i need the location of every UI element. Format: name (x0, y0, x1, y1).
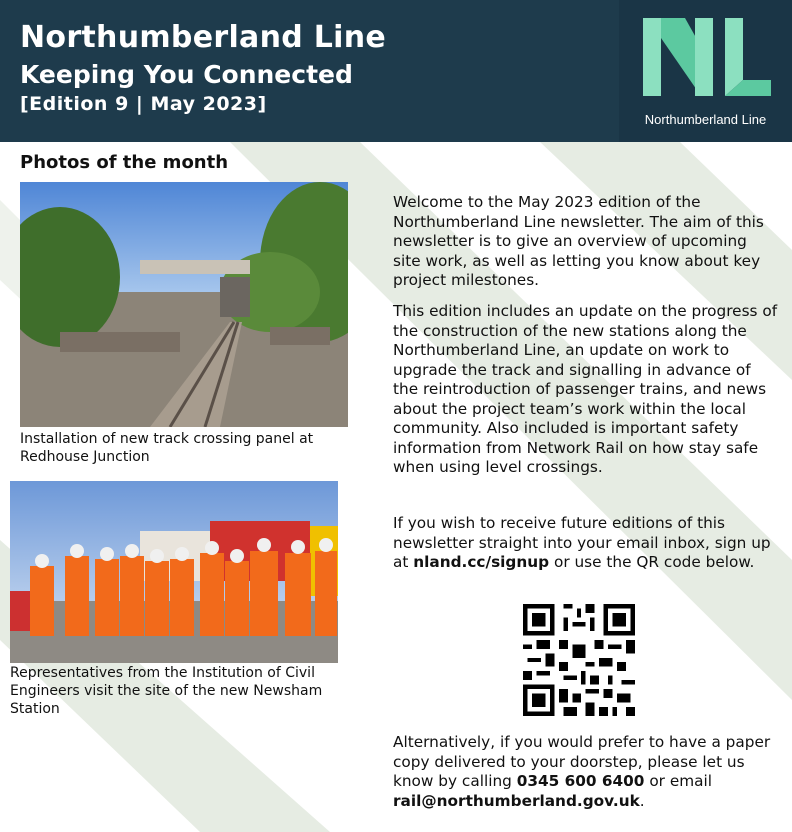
phone-number[interactable]: 0345 600 6400 (516, 772, 645, 790)
civil-engineers-group-photo (10, 481, 338, 663)
edition-label: [Edition 9 | May 2023] (20, 93, 267, 115)
paper-copy-paragraph (393, 733, 778, 811)
track-photo-caption: Installation of new track crossing panel at Redhouse Junction (20, 431, 314, 465)
paper-post-text: . (639, 791, 645, 810)
contact-email[interactable]: rail@northumberland.gov.uk (393, 791, 640, 810)
signup-link[interactable]: nland.cc/signup (413, 553, 550, 571)
edition-overview-paragraph (393, 302, 778, 478)
intro-text: Welcome to the May 2023 edition of the Northumberland Line newsletter. The aim of this newsletter is to give an overview of upcoming site work, as well as letting you know about key project milestones. (393, 193, 764, 289)
intro-paragraph (393, 193, 778, 291)
northumberland-line-logo (619, 0, 792, 142)
photos-section-title: Photos of the month (20, 152, 229, 173)
signup-paragraph (393, 514, 778, 573)
paper-pre-text: Alternatively, if you would prefer to have a paper copy delivered to your doorstep, please let us know by calling (393, 733, 771, 790)
track-crossing-photo (20, 182, 348, 427)
paper-mid-text: or email (644, 772, 713, 790)
group-photo-caption: Representatives from the Institution of Civil Engineers visit the site of the new Newsham Station (10, 665, 323, 717)
signup-post-text: or use the QR code below. (549, 553, 755, 571)
header-banner (0, 0, 792, 142)
signup-pre-text: If you wish to receive future editions of this newsletter straight into your email inbox, sign up at (393, 514, 771, 571)
edition-overview-text: This edition includes an update on the progress of the construction of the new stations along the Northumberland Line, an update on work to upgrade the track and signalling in advance of the reintroduction of passenger trains, and news about the project team’s work within the local community. Also included is important safety information from Network Rail on how stay safe when using level crossings. (393, 302, 778, 476)
logo-caption: Northumberland Line (644, 112, 767, 127)
newsletter-subtitle: Keeping You Connected (20, 60, 353, 89)
newsletter-title: Northumberland Line (20, 20, 387, 55)
nl-logo-icon (641, 8, 773, 104)
signup-qr-code-icon[interactable] (523, 604, 635, 716)
